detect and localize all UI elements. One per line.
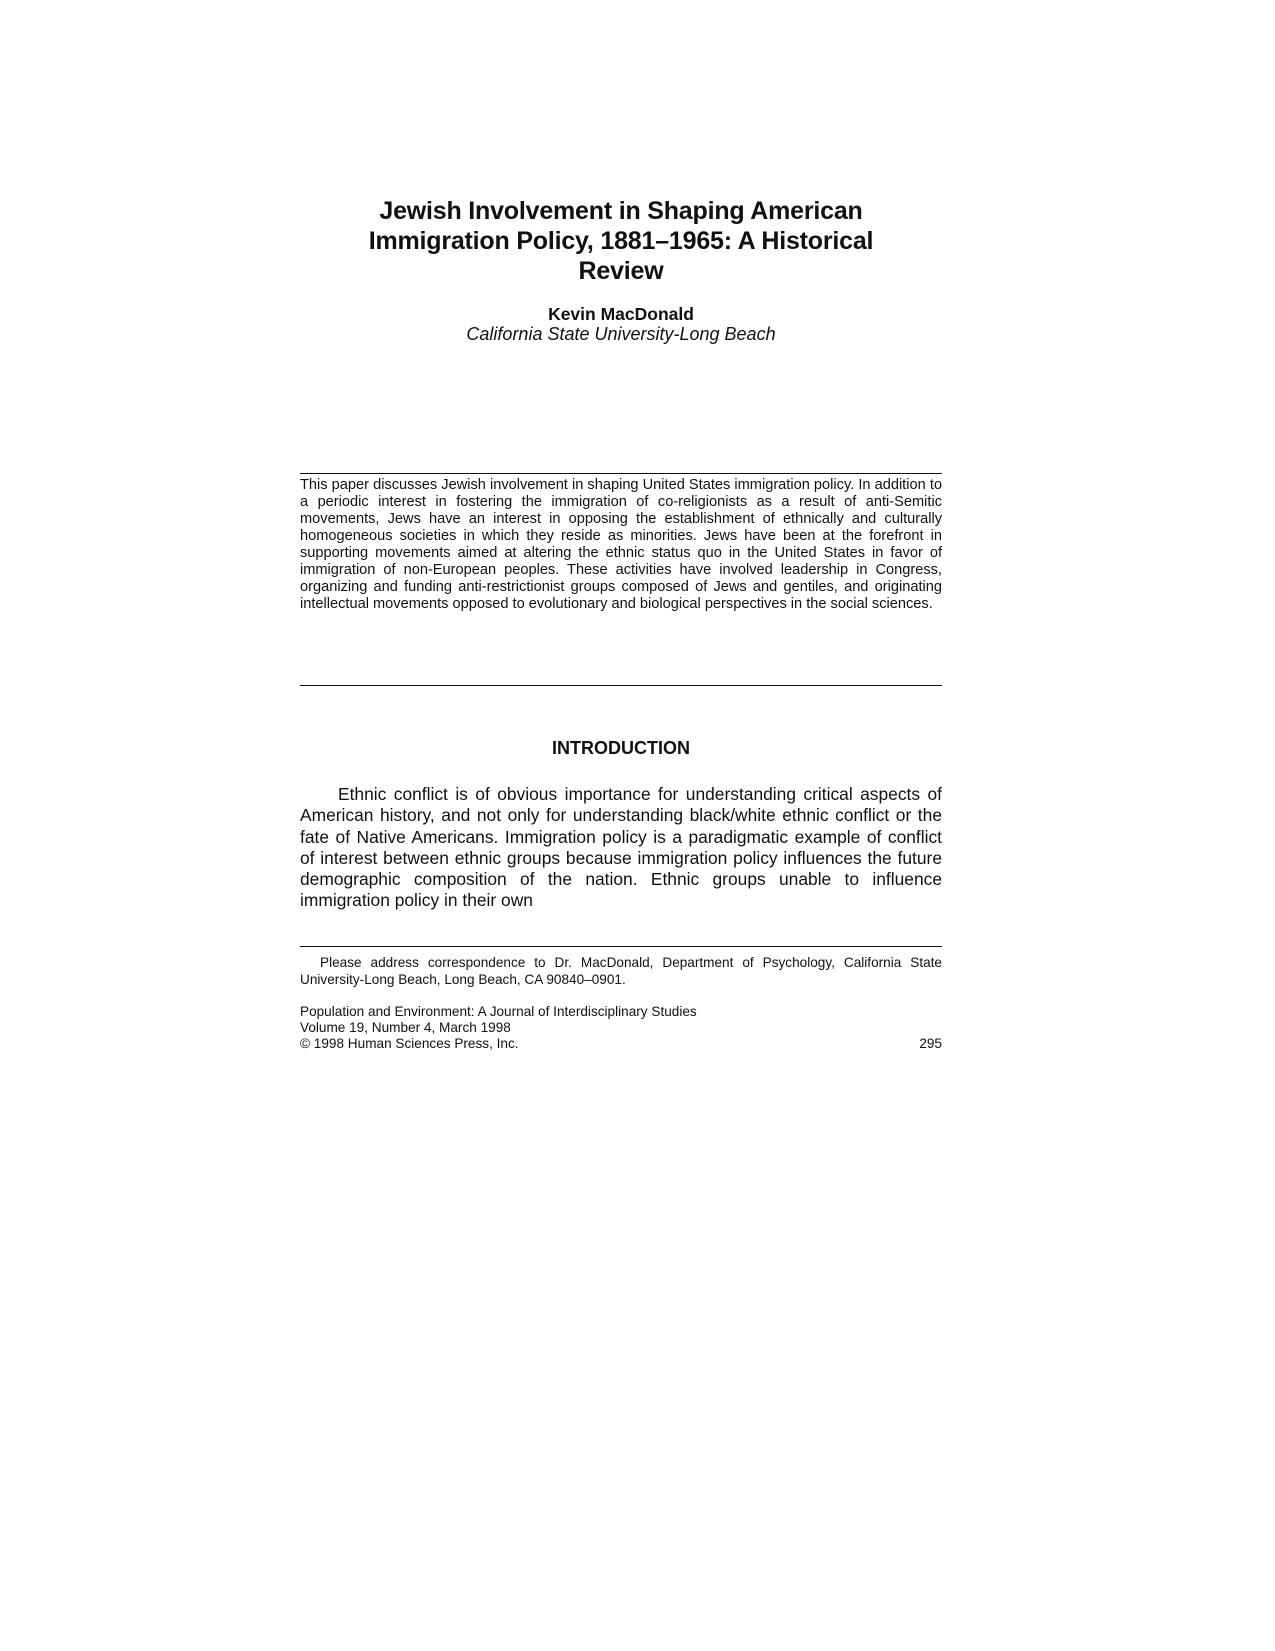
abstract-bottom-rule xyxy=(300,685,942,686)
abstract-top-rule xyxy=(300,473,942,474)
journal-name: Population and Environment: A Journal of Interdisciplinary Studies xyxy=(300,1004,697,1019)
page-number: 295 xyxy=(919,1036,942,1051)
introduction-paragraph: Ethnic conflict is of obvious importance for understanding critical aspects of American history, and not only for understanding black/white ethnic conflict or the fate of Native Americans. Immigration policy is a paradigmatic example of conflict of interest between ethnic groups because immigration policy influences the future demographic composition of the nation. Ethnic groups unable to influence immigration policy in their own xyxy=(300,784,942,911)
section-heading-introduction: INTRODUCTION xyxy=(552,738,690,758)
correspondence-footnote: Please address correspondence to Dr. MacDonald, Department of Psychology, California State University-Long Beach, Long Beach, CA 90840–0901. xyxy=(300,955,942,987)
author-name: Kevin MacDonald xyxy=(548,304,694,324)
journal-info xyxy=(300,1004,942,1052)
title-line: Jewish Involvement in Shaping American xyxy=(379,197,863,225)
title-line: Immigration Policy, 1881–1965: A Historical xyxy=(368,227,874,255)
journal-issue: Volume 19, Number 4, March 1998 xyxy=(300,1020,511,1035)
author-affiliation: California State University-Long Beach xyxy=(466,324,776,344)
abstract-text: This paper discusses Jewish involvement in shaping United States immigration policy. In addition to a periodic interest in fostering the immigration of co-religionists as a result of anti-Semitic movements, Jews have an interest in opposing the establishment of ethnically and culturally homogeneous societies in which they reside as minorities. Jews have been at the forefront in supporting movements aimed at altering the ethnic status quo in the United States in favor of immigration of non-European peoples. These activities have involved leadership in Congress, organizing and funding anti-restrictionist groups composed of Jews and gentiles, and originating intellectual movements opposed to evolutionary and biological perspectives in the social sciences. xyxy=(300,477,942,612)
title-line: Review xyxy=(578,257,664,285)
article-title xyxy=(300,196,942,286)
journal-copyright: © 1998 Human Sciences Press, Inc. xyxy=(300,1036,519,1051)
footnote-rule xyxy=(300,946,942,947)
